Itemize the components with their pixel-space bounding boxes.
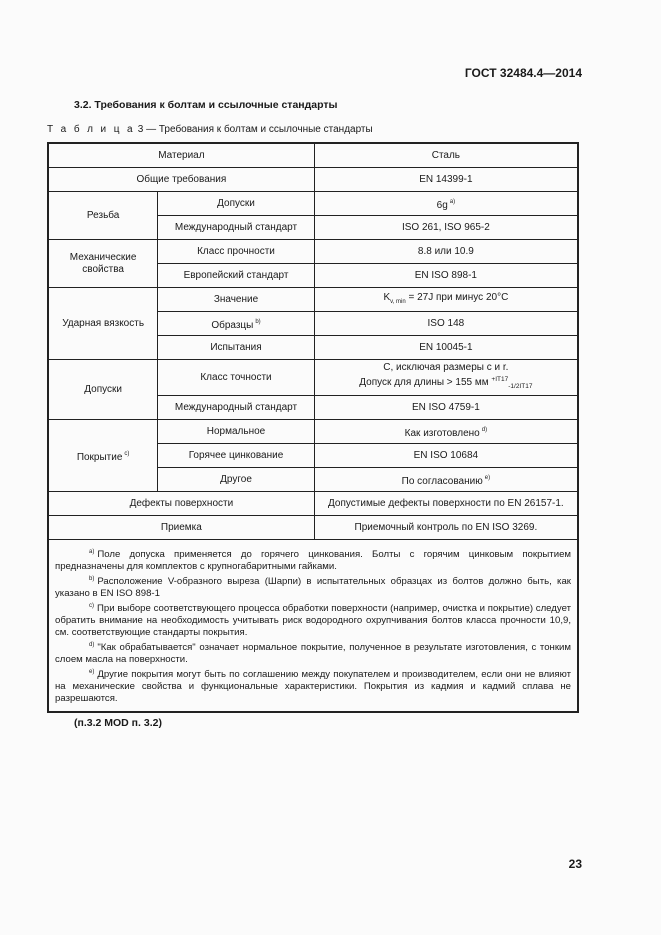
coating-other-value: [314, 468, 578, 492]
footnote-text: При выборе соответствующего процесса обработки поверхности (например, очистка и покрытие) следует обратить внимание на необходимость учитывать риск водородного охрупчивания болтов класса прочности 10,9, см. соответствующие стандарты покрытия.: [55, 603, 571, 638]
defects-value: Допустимые дефекты поверхности по EN 26157-1.: [314, 492, 578, 516]
footnote: [55, 546, 571, 573]
table-row: [48, 516, 578, 540]
section-heading: 3.2. Требования к болтам и ссылочные стандарты: [74, 99, 338, 111]
footnote: [55, 666, 571, 705]
tolerances-accuracy-value: [314, 360, 578, 396]
table-caption-text: — Требования к болтам и ссылочные стандарты: [146, 124, 373, 135]
footnote-ref: а): [449, 198, 456, 205]
impact-value: [314, 288, 578, 312]
tolerances-length-text: Допуск для длины > 155 мм: [359, 377, 489, 388]
impact-tests-label: Испытания: [158, 336, 315, 360]
acceptance-label: Приемка: [48, 516, 314, 540]
table-row: [48, 240, 578, 264]
mechanical-group: Механические свойства: [48, 240, 158, 288]
tolerances-group: Допуски: [48, 360, 158, 420]
standard-code: ГОСТ 32484.4—2014: [464, 66, 582, 80]
coating-galv-value: EN ISO 10684: [314, 444, 578, 468]
thread-group: Резьба: [48, 192, 158, 240]
closing-reference: (п.3.2 MOD п. 3.2): [74, 717, 162, 729]
footnote-mark: b): [89, 576, 95, 582]
table-row: [48, 192, 578, 216]
tolerances-accuracy-line2: [319, 374, 573, 393]
impact-value-label: Значение: [158, 288, 315, 312]
mechanical-class-value: 8.8 или 10.9: [314, 240, 578, 264]
tolerances-accuracy-label: Класс точности: [158, 360, 315, 396]
tolerances-intl-label: Международный стандарт: [158, 396, 315, 420]
header-steel: Сталь: [314, 143, 578, 168]
table-caption-label: Т а б л и ц а: [47, 124, 135, 135]
coating-group-text: Покрытие: [76, 451, 123, 463]
general-value: EN 14399-1: [314, 168, 578, 192]
footnote-text: Поле допуска применяется до горячего цинкования. Болты с горячим цинковым покрытием предназначены для комплектов с крупногабаритными гайками.: [55, 549, 571, 572]
impact-samples-label: [158, 312, 315, 336]
thread-tolerances-value: [314, 192, 578, 216]
tolerances-intl-value: EN ISO 4759-1: [314, 396, 578, 420]
tolerances-sup: +IT17: [491, 376, 509, 383]
table-row: [48, 420, 578, 444]
footnote-mark: d): [89, 642, 95, 648]
table-caption: [47, 124, 373, 135]
thread-tolerances-text: 6g: [436, 199, 448, 211]
table-row: [48, 288, 578, 312]
footnote-mark: а): [89, 549, 95, 555]
tolerances-sub: -1/2IT17: [508, 383, 533, 390]
footnote-ref: b): [255, 318, 261, 325]
impact-samples-value: ISO 148: [314, 312, 578, 336]
requirements-table: [47, 142, 579, 713]
table-row: [48, 492, 578, 516]
footnote-text: Расположение V-образного выреза (Шарпи) в испытательных образцах из болтов должно быть, как указано в EN ISO 898-1: [55, 576, 571, 599]
footnote: [55, 639, 571, 666]
footnote-ref: d): [481, 426, 488, 433]
footnote-text: "Как обрабатывается" означает нормальное покрытие, полученное в результате изготовления, с тонким слоем масла на поверхности.: [55, 642, 571, 665]
table-row: [48, 168, 578, 192]
thread-intl-value: ISO 261, ISO 965-2: [314, 216, 578, 240]
footnote: [55, 600, 571, 639]
mechanical-class-label: Класс прочности: [158, 240, 315, 264]
footnote-text: Другие покрытия могут быть по соглашению между покупателем и производителем, если они не влияют на механические свойства и функциональные характеристики. Покрытия из кадмия и кадмий сплава не разрешаются.: [55, 669, 571, 704]
impact-k: K: [383, 291, 391, 303]
impact-rest: = 27J при минус 20°С: [405, 291, 509, 303]
impact-tests-value: EN 10045-1: [314, 336, 578, 360]
footnote: [55, 573, 571, 600]
footnote-ref: e): [484, 474, 491, 481]
coating-galv-label: Горячее цинкование: [158, 444, 315, 468]
table-header-row: [48, 143, 578, 168]
footnotes-row: [48, 540, 578, 713]
acceptance-value: Приемочный контроль по EN ISO 3269.: [314, 516, 578, 540]
footnote-mark: е): [89, 669, 95, 675]
defects-label: Дефекты поверхности: [48, 492, 314, 516]
impact-samples-text: Образцы: [211, 319, 254, 331]
coating-normal-value: [314, 420, 578, 444]
page-number: 23: [568, 857, 582, 871]
impact-group: Ударная вязкость: [48, 288, 158, 360]
coating-other-text: По согласованию: [401, 475, 483, 487]
footnote-mark: с): [89, 603, 94, 609]
mechanical-euro-label: Европейский стандарт: [158, 264, 315, 288]
thread-intl-label: Международный стандарт: [158, 216, 315, 240]
header-material: Материал: [48, 143, 314, 168]
impact-k-sub: v, min: [390, 298, 406, 305]
footnotes: [48, 540, 578, 713]
general-label: Общие требования: [48, 168, 314, 192]
thread-tolerances-label: Допуски: [158, 192, 315, 216]
mechanical-euro-value: EN ISO 898-1: [314, 264, 578, 288]
tolerances-accuracy-line1: С, исключая размеры c и r.: [383, 362, 509, 373]
footnote-ref: с): [124, 450, 130, 457]
coating-normal-label: Нормальное: [158, 420, 315, 444]
coating-normal-text: Как изготовлено: [404, 427, 480, 439]
table-caption-number: 3: [137, 124, 144, 135]
table-row: [48, 360, 578, 396]
coating-other-label: Другое: [158, 468, 315, 492]
coating-group: [48, 420, 158, 492]
